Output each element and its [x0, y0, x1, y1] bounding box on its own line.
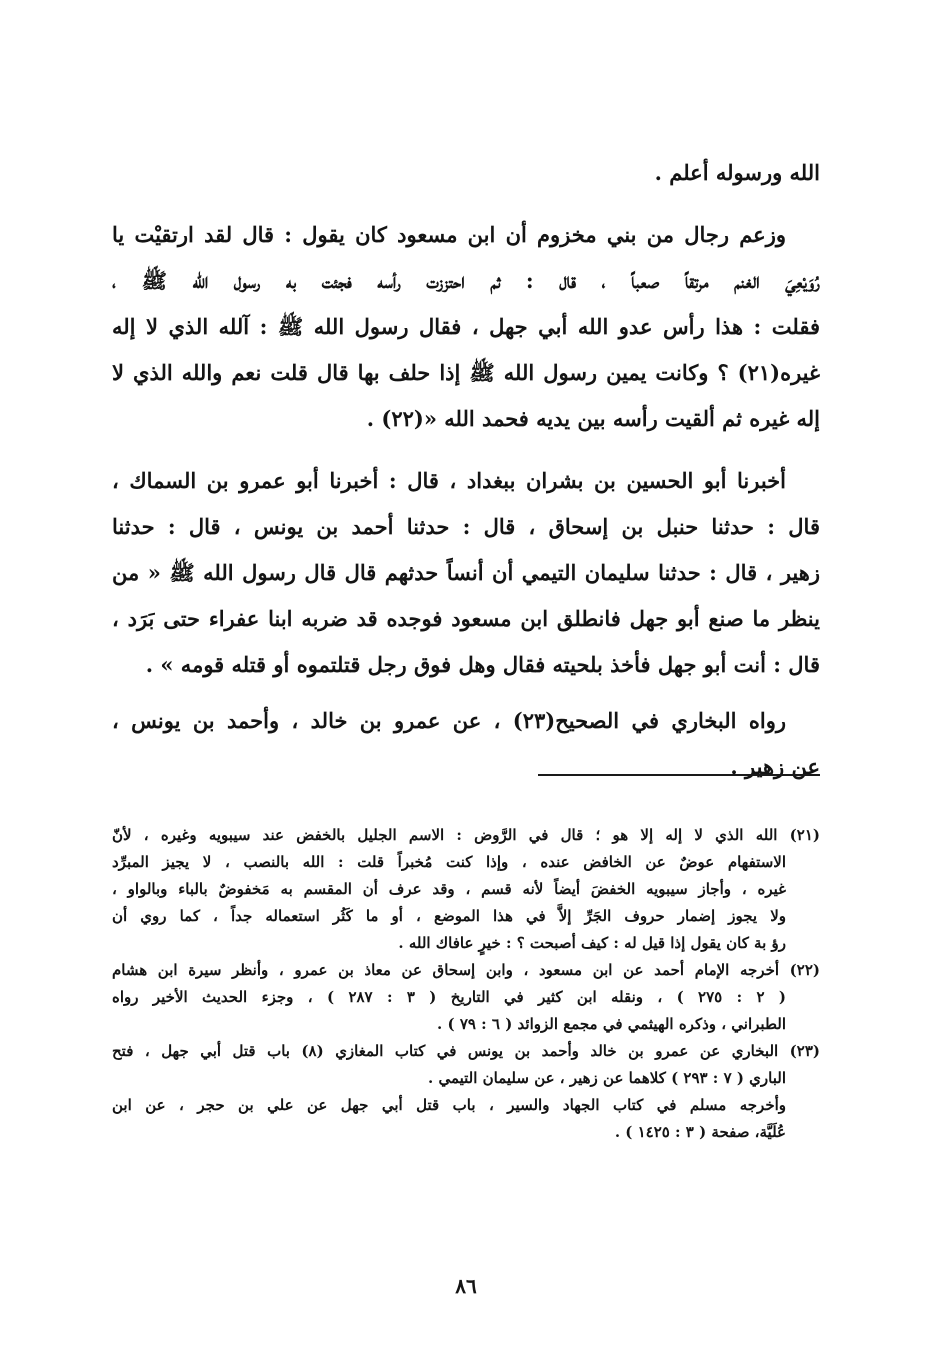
footnote-line: (٢٢) أخرجه الإمام أحمد عن ابن مسعود ، وابن إسحاق عن معاذ بن عمرو ، وأنظر سيرة ابن هشام — [112, 961, 820, 979]
footnote-line: غيره ، وأجاز سيبويه الخفضَ أيضاً لأنه قسم ، وقد عرف أن المقسم به مَخفوضٌ بالباء وبالواو ، — [112, 880, 786, 898]
text-line: قال : حدثنا حنبل بن إسحاق ، قال : حدثنا أحمد بن يونس ، قال : حدثنا — [112, 514, 820, 539]
footnote-line: (٢١) الله الذي لا إله إلا هو ؛ قال في الرَّوض : الاسم الجليل بالخفض عند سيبويه وغيره ، لأنّ — [112, 826, 820, 844]
text-line: فقلت : هذا رأس عدو الله أبي جهل ، فقال رسول الله ﷺ : آلله الذي لا إله — [112, 314, 820, 339]
footnote-21 — [112, 822, 820, 957]
page-number: ٨٦ — [455, 1274, 477, 1298]
text-line: وزعم رجال من بني مخزوم أن ابن مسعود كان يقول : قال لقد ارتقيْت يا — [112, 222, 786, 247]
text-line: أخبرنا أبو الحسين بن بشران ببغداد ، قال : أخبرنا أبو عمرو بن السماك ، — [112, 468, 786, 493]
footnote-divider — [538, 774, 820, 776]
footnote-line: ( ٢ : ٢٧٥ ) ، ونقله ابن كثير في التاريخ ( ٣ : ٢٨٧ ) ، وجزء الحديث الأخير رواه — [112, 988, 787, 1006]
text-line: إله غيره ثم ألقيت رأسه بين يديه فحمد الله «(٢٢) . — [366, 406, 820, 431]
footnote-line: وأخرجه مسلم في كتاب الجهاد والسير ، باب قتل أبي جهل عن علي بن حجر ، عن ابن — [112, 1096, 786, 1114]
footnote-23 — [112, 1038, 820, 1146]
text-line: الله ورسوله أعلم . — [654, 160, 820, 185]
footnote-line: الباري ( ٧ : ٢٩٣ ) كلاهما عن زهير ، عن سليمان التيمي . — [428, 1069, 786, 1087]
text-line: رواه البخاري في الصحيح(٢٣) ، عن عمرو بن خالد ، وأحمد بن يونس ، — [112, 708, 786, 733]
paragraph-closing — [112, 150, 820, 196]
footnote-line: عُلَيَّة، صفحة ( ٣ : ١٤٢٥ ) . — [614, 1123, 786, 1141]
footnote-line: ولا يجوز إضمار حروف الجَرِّ إلاَّ في هذا الموضع ، أو ما كَثُر استعماله جداً ، كما روي أن — [112, 907, 786, 925]
text-line: قال : أنت أبو جهل فأخذ بلحيته فقال وهل فوق رجل قتلتموه أو قتله قومه » . — [145, 652, 820, 677]
paragraph-isnad — [112, 458, 820, 688]
footnote-line: (٢٣) البخاري عن عمرو بن خالد وأحمد بن يونس في كتاب المغازي (٨) باب قتل أبي جهل ، فتح — [112, 1042, 820, 1060]
text-line: زهير ، قال : حدثنا سليمان التيمي أن أنساً حدثهم قال قال رسول الله ﷺ « من — [112, 560, 820, 585]
footnote-22 — [112, 957, 820, 1038]
text-line: عن زهير . — [730, 754, 820, 779]
paragraph-ibn-masud — [112, 212, 820, 442]
footnote-line: الاستفهام عوضٌ عن الخافض عنده ، وإذا كنت مُخبراً قلت : الله بالنصب ، لا يجيز المبرِّد — [112, 853, 786, 871]
paragraph-bukhari — [112, 698, 820, 790]
text-line: غيره(٢١) ؟ وكانت يمين رسول الله ﷺ إذا حلف بها قال قلت نعم والله الذي لا — [112, 360, 820, 385]
footnote-line: الطبراني ، وذكره الهيثمي في مجمع الزوائد ( ٦ : ٧٩ ) . — [437, 1015, 786, 1033]
footnote-line: رؤ بة كان يقول إذا قيل له : كيف أصبحت ؟ : خيرٍ عافاك الله . — [398, 934, 786, 952]
text-line: ينظر ما صنع أبو جهل فانطلق ابن مسعود فوجده قد ضربه ابنا عفراء حتى بَرَد ، — [112, 606, 820, 631]
text-line: رُوَيْعِيَ الغنم مرتقاً صعباً ، قال : ثم احتززت رأسه فجئت به رسول الله ﷺ ، — [112, 268, 820, 293]
book-page — [112, 150, 820, 1371]
footnotes — [112, 822, 820, 1146]
main-text — [112, 150, 820, 790]
